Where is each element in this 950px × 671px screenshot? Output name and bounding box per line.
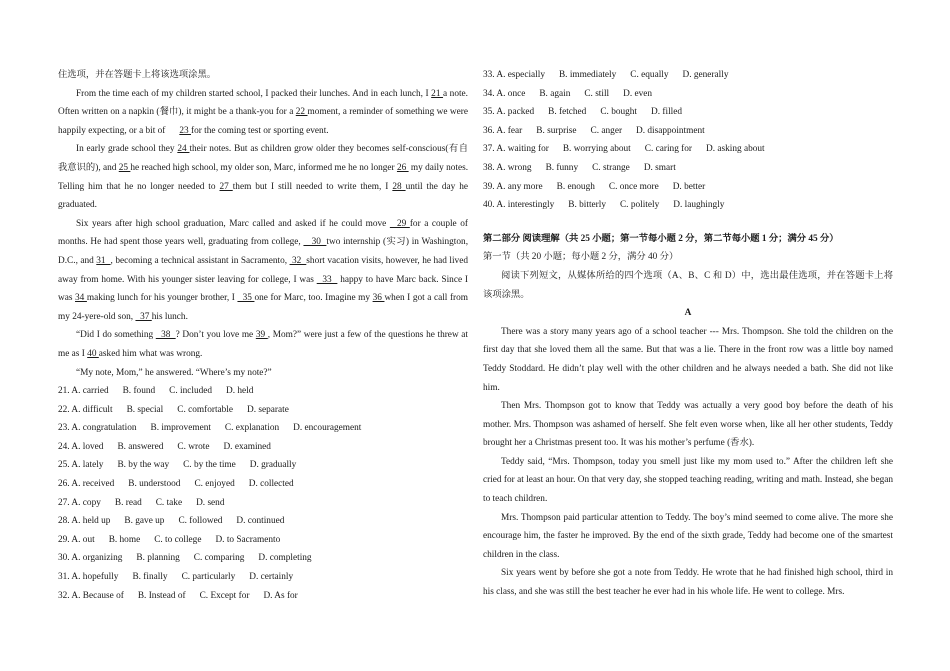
blank-number: 29: [389, 218, 410, 229]
option-row: [58, 568, 468, 587]
right-column: [483, 66, 893, 602]
option-row: [58, 531, 468, 550]
paragraph-text: , Mom?” were just a few of the questions he threw at me as I: [58, 330, 471, 359]
option-d: D. certainly: [249, 572, 294, 583]
blank-number: 23: [179, 125, 191, 136]
option-d: D. laughingly: [673, 200, 725, 211]
option-c: C. enjoyed: [194, 479, 235, 490]
blank-number: 35: [237, 293, 255, 304]
blank-number: 34: [75, 293, 87, 304]
blank-number: 21: [431, 88, 444, 99]
cloze-options-left: [58, 382, 468, 605]
option-row: [483, 140, 893, 159]
option-row: [483, 122, 893, 141]
blank-number: 38: [155, 330, 176, 341]
option-c: C. comfortable: [177, 404, 234, 415]
option-c: C. bought: [600, 107, 638, 118]
passage-paragraph: Six years went by before she got a note from Teddy. He wrote that he had finished high school, third in his class, and she was still the best teacher he ever had in his whole life. He went to college. Mrs.: [483, 568, 893, 598]
passage-label: A: [684, 308, 692, 319]
paragraph-text: them but I still needed to write them, I: [232, 181, 393, 192]
option-a: 21. A. carried: [58, 386, 109, 397]
option-d: D. disappointment: [636, 125, 705, 136]
option-a: 25. A. lately: [58, 460, 104, 471]
blank-number: 33: [316, 274, 338, 285]
option-a: 35. A. packed: [483, 107, 535, 118]
option-b: B. improvement: [150, 423, 211, 434]
option-c: C. take: [155, 497, 183, 508]
option-a: 38. A. wrong: [483, 162, 532, 173]
option-c: C. still: [584, 88, 610, 99]
option-d: D. smart: [643, 162, 676, 173]
option-row: [483, 178, 893, 197]
option-row: [483, 66, 893, 85]
option-row: [483, 196, 893, 215]
cloze-paragraph-2: [58, 140, 471, 214]
paragraph-text: a note. Often written on a napkin (餐巾), it might be a thank-you for a: [58, 88, 471, 118]
option-a: 32. A. Because of: [58, 590, 124, 601]
option-row: [58, 587, 468, 606]
option-a: 26. A. received: [58, 479, 115, 490]
option-row: [58, 456, 468, 475]
paragraph-text: two internship (实习) in Washington, D.C., and: [58, 237, 471, 266]
option-c: C. once more: [608, 181, 659, 192]
option-b: B. enough: [556, 181, 595, 192]
option-d: D. gradually: [249, 460, 297, 471]
blank-number: 27: [219, 181, 233, 192]
paragraph-text: when I got a call from my 24-yere-old son,: [58, 293, 471, 322]
option-a: 36. A. fear: [483, 125, 523, 136]
cloze-paragraph-1: [58, 85, 471, 141]
cloze-options-right: [483, 66, 893, 215]
option-b: B. fetched: [548, 107, 587, 118]
option-a: 31. A. hopefully: [58, 572, 119, 583]
paragraph-text: In early grade school they: [76, 144, 178, 155]
option-b: B. worrying about: [562, 144, 631, 155]
paragraph-text: until the day he graduated.: [58, 181, 471, 211]
option-d: D. better: [672, 181, 706, 192]
option-c: C. caring for: [644, 144, 693, 155]
paragraph-text: for a couple of months. He had spent those years well, graduating from college,: [58, 218, 471, 248]
intro-line: 住选项，并在答题卡上将该选项涂黑。: [58, 70, 217, 80]
blank-number: 30: [303, 237, 327, 248]
blank-number: 26: [396, 162, 409, 173]
option-d: D. held: [226, 386, 254, 397]
part-two-title: 第二部分 阅读理解（共 25 小题；第一节每小题 2 分，第二节每小题 1 分；满分 45 分）: [483, 233, 839, 244]
paragraph-text: my daily notes. Telling him that he no longer needed to: [58, 162, 471, 192]
option-b: B. bitterly: [568, 200, 606, 211]
option-d: D. separate: [247, 404, 289, 415]
option-d: D. to Sacramento: [215, 534, 281, 545]
paragraph-text: for the coming test or sporting event.: [190, 125, 329, 136]
option-a: 37. A. waiting for: [483, 144, 549, 155]
blank-number: 24: [177, 144, 190, 155]
blank-number: 25: [118, 162, 131, 173]
paragraph-text: he reached high school, my older son, Marc, informed me he no longer: [130, 162, 397, 173]
option-b: B. read: [114, 497, 142, 508]
option-b: B. finally: [132, 572, 168, 583]
option-a: 30. A. organizing: [58, 553, 123, 564]
paragraph-text: making lunch for his younger brother, I: [86, 293, 238, 304]
blank-number: 39: [255, 330, 268, 341]
option-d: D. asking about: [706, 144, 765, 155]
option-c: C. politely: [619, 200, 660, 211]
cloze-paragraph-3: [58, 215, 471, 327]
option-b: B. Instead of: [137, 590, 186, 601]
cloze-paragraph-5: “My note, Mom,” he answered. “Where’s my note?”: [76, 367, 272, 378]
option-row: [58, 382, 468, 401]
option-a: 39. A. any more: [483, 181, 543, 192]
option-c: C. included: [169, 386, 213, 397]
option-a: 29. A. out: [58, 534, 95, 545]
passage-paragraph: There was a story many years ago of a school teacher --- Mrs. Thompson. She told the children on the first day that she loved them all the same. But that was a lie. There in the front row was a little boy named Teddy Stoddard. He didn’t play well with the other children and he always needed a bath. She did not like him.: [483, 326, 893, 393]
paragraph-text: short vacation visits, however, he had lived away from home. With his younger sister leaving for college, I was: [58, 255, 471, 285]
option-b: B. surprise: [536, 125, 577, 136]
blank-number: 36: [372, 293, 385, 304]
option-row: [58, 401, 468, 420]
paragraph-text: Six years after high school graduation, Marc called and asked if he could move: [76, 218, 390, 229]
passage-paragraph: Mrs. Thompson paid particular attention to Teddy. The boy’s mind seemed to come alive. The more she encourage him, the faster he improved. By the end of the sixth grade, Teddy had become one of the smartest children in the class.: [483, 512, 893, 560]
option-a: 33. A. especially: [483, 70, 545, 80]
option-c: C. equally: [630, 70, 669, 80]
blank-number: 22: [295, 107, 308, 118]
left-column: [58, 66, 471, 605]
option-b: B. understood: [128, 479, 181, 490]
section-one-heading: 第一节（共 20 小题；每小题 2 分，满分 40 分）: [483, 252, 679, 263]
paragraph-text: their notes. But as children grow older they becomes self-conscious(有自我意识的), and: [58, 144, 469, 173]
option-a: 34. A. once: [483, 88, 526, 99]
passage-paragraph: Teddy said, “Mrs. Thompson, today you smell just like my mom used to.” After the children left she cried for at least an hour. On that very day, she stopped teaching reading, writing and math. Instead, she began to teach children.: [483, 456, 893, 505]
paragraph-text: his lunch.: [151, 311, 188, 322]
option-c: C. anger: [590, 125, 623, 136]
option-c: C. strange: [592, 162, 630, 173]
option-b: B. again: [539, 88, 571, 99]
option-c: C. explanation: [224, 423, 280, 434]
option-d: D. continued: [236, 516, 285, 527]
paragraph-text: , becoming a technical assistant in Sacramento,: [110, 255, 290, 266]
option-c: C. comparing: [193, 553, 245, 564]
option-b: B. answered: [117, 441, 164, 452]
blank-number: 31: [96, 255, 111, 266]
paragraph-text: happy to have Marc back. Since I was: [58, 274, 471, 304]
option-b: B. special: [126, 404, 164, 415]
option-a: 27. A. copy: [58, 497, 101, 508]
option-c: C. particularly: [181, 572, 236, 583]
cloze-paragraph-4: [58, 326, 471, 363]
option-c: C. by the time: [183, 460, 236, 471]
option-row: [483, 159, 893, 178]
paragraph-text: From the time each of my children started school, I packed their lunches. And in each lunch, I: [76, 88, 432, 99]
option-row: [58, 438, 468, 457]
paragraph-text: moment, a reminder of something we were happily expecting, or a bit of: [58, 107, 471, 136]
option-a: 40. A. interestingly: [483, 200, 555, 211]
option-d: D. generally: [682, 70, 729, 80]
option-d: D. completing: [258, 553, 312, 564]
blank-number: 37: [135, 311, 152, 322]
option-a: 24. A. loved: [58, 441, 104, 452]
option-row: [58, 419, 468, 438]
option-d: D. filled: [651, 107, 683, 118]
option-row: [483, 85, 893, 104]
option-d: D. encouragement: [293, 423, 362, 434]
passage-paragraph: Then Mrs. Thompson got to know that Teddy was actually a very good boy before the death of his mother. Mrs. Thompson was ashamed of herself. She felt even worse when, like all her other students, Teddy brought her a Christmas present too. It was his mother’s perfume (香水).: [483, 401, 893, 449]
option-b: B. by the way: [117, 460, 170, 471]
option-a: 28. A. held up: [58, 516, 111, 527]
paragraph-text: “Did I do something: [76, 330, 156, 341]
blank-number: 40: [87, 348, 99, 359]
option-b: B. immediately: [558, 70, 617, 80]
option-d: D. send: [196, 497, 225, 508]
option-d: D. As for: [263, 590, 298, 601]
paragraph-text: one for Marc, too. Imagine my: [254, 293, 373, 304]
option-b: B. found: [122, 386, 156, 397]
option-b: B. home: [108, 534, 141, 545]
paragraph-text: asked him what was wrong.: [98, 348, 203, 359]
blank-number: 32: [289, 255, 307, 266]
paragraph-text: ? Don’t you love me: [175, 330, 256, 341]
option-row: [58, 512, 468, 531]
blank-number: 28: [392, 181, 406, 192]
option-d: D. even: [623, 88, 653, 99]
reading-instruction: 阅读下列短文，从媒体所给的四个选项（A、B、C 和 D）中，选出最佳选项，并在答题卡上将该项涂黑。: [483, 270, 893, 300]
option-a: 23. A. congratulation: [58, 423, 137, 434]
option-c: C. followed: [178, 516, 223, 527]
option-b: B. gave up: [124, 516, 165, 527]
option-row: [58, 494, 468, 513]
option-c: C. wrote: [177, 441, 210, 452]
option-row: [58, 475, 468, 494]
option-d: D. examined: [223, 441, 271, 452]
option-b: B. funny: [545, 162, 579, 173]
option-c: C. to college: [154, 534, 202, 545]
option-c: C. Except for: [199, 590, 250, 601]
option-row: [483, 103, 893, 122]
option-b: B. planning: [136, 553, 180, 564]
option-row: [58, 549, 468, 568]
option-d: D. collected: [248, 479, 294, 490]
option-a: 22. A. difficult: [58, 404, 113, 415]
